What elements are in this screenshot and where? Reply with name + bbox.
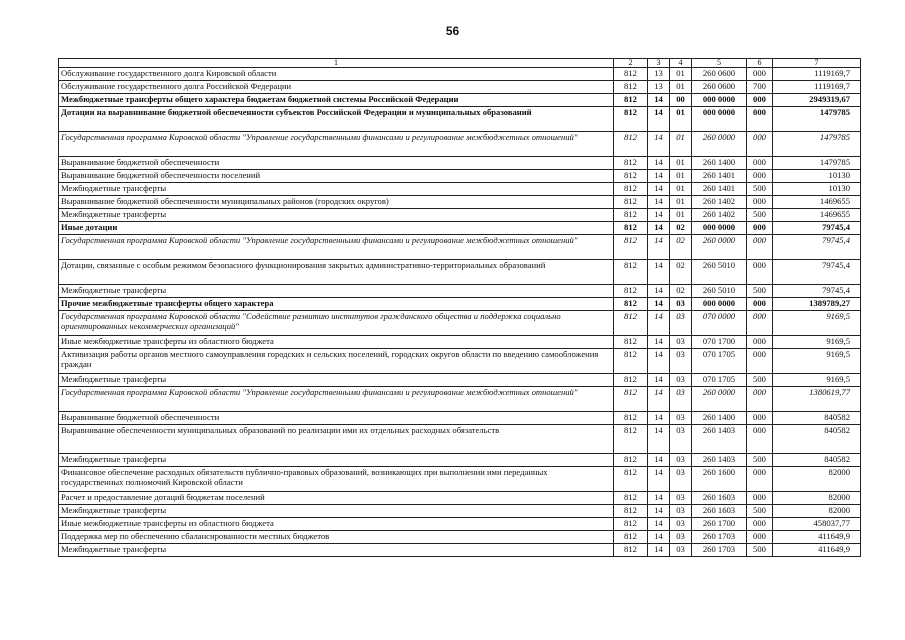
row-code-target: 260 1603	[692, 505, 747, 518]
row-code-subsection: 02	[670, 260, 692, 285]
row-code-section: 14	[648, 222, 670, 235]
table-row	[59, 336, 861, 349]
table-row	[59, 412, 861, 425]
table-row	[59, 260, 861, 285]
table-row	[59, 209, 861, 222]
page-number: 56	[445, 24, 460, 38]
table-row	[59, 467, 861, 492]
row-name: Дотации на выравнивание бюджетной обеспеченности субъектов Российской Федерации и муниципальных образований	[59, 107, 614, 132]
row-code-target: 000 0000	[692, 222, 747, 235]
row-code-expense-type: 000	[747, 531, 773, 544]
row-amount: 82000	[773, 505, 861, 518]
row-code-target: 070 1705	[692, 374, 747, 387]
row-code-department: 812	[614, 298, 648, 311]
row-code-target: 260 1402	[692, 196, 747, 209]
row-code-expense-type: 000	[747, 132, 773, 157]
row-code-target: 260 1401	[692, 183, 747, 196]
table-row	[59, 544, 861, 557]
column-number-6: 6	[747, 59, 773, 68]
row-code-expense-type: 000	[747, 336, 773, 349]
row-amount: 10130	[773, 183, 861, 196]
row-code-target: 070 1700	[692, 336, 747, 349]
row-code-department: 812	[614, 311, 648, 336]
row-code-target: 260 0000	[692, 235, 747, 260]
row-amount: 411649,9	[773, 544, 861, 557]
column-number-2: 2	[614, 59, 648, 68]
table-row	[59, 387, 861, 412]
row-name: Государственная программа Кировской области "Управление государственными финансами и регулирование межбюджетных отношений"	[59, 235, 614, 260]
row-name: Иные межбюджетные трансферты из областного бюджета	[59, 518, 614, 531]
row-amount: 9169,5	[773, 349, 861, 374]
row-code-section: 14	[648, 196, 670, 209]
row-code-section: 14	[648, 492, 670, 505]
row-name: Активизация работы органов местного самоуправления городских и сельских поселений, городских округов области по введению самообложения граждан	[59, 349, 614, 374]
row-code-department: 812	[614, 336, 648, 349]
row-code-subsection: 02	[670, 235, 692, 260]
row-name: Финансовое обеспечение расходных обязательств публично-правовых образований, возникающих при выполнении ими переданных государственных полномочий Кировской области	[59, 467, 614, 492]
row-code-department: 812	[614, 285, 648, 298]
row-code-department: 812	[614, 157, 648, 170]
table-row	[59, 170, 861, 183]
row-code-department: 812	[614, 531, 648, 544]
row-code-target: 260 1703	[692, 544, 747, 557]
row-code-expense-type: 000	[747, 387, 773, 412]
row-amount: 1119169,7	[773, 81, 861, 94]
row-code-subsection: 03	[670, 492, 692, 505]
row-code-target: 260 1600	[692, 467, 747, 492]
row-name: Межбюджетные трансферты	[59, 454, 614, 467]
column-number-7: 7	[773, 59, 861, 68]
row-code-department: 812	[614, 412, 648, 425]
table-row	[59, 68, 861, 81]
row-amount: 411649,9	[773, 531, 861, 544]
row-name: Иные межбюджетные трансферты из областного бюджета	[59, 336, 614, 349]
table-header-row	[59, 59, 861, 68]
row-amount: 10130	[773, 170, 861, 183]
row-code-target: 260 5010	[692, 260, 747, 285]
row-code-department: 812	[614, 349, 648, 374]
row-amount: 840582	[773, 412, 861, 425]
row-code-subsection: 01	[670, 107, 692, 132]
row-code-expense-type: 500	[747, 505, 773, 518]
row-code-expense-type: 000	[747, 157, 773, 170]
row-code-section: 14	[648, 285, 670, 298]
row-name: Иные дотации	[59, 222, 614, 235]
column-number-4: 4	[670, 59, 692, 68]
row-code-subsection: 03	[670, 505, 692, 518]
row-code-section: 14	[648, 505, 670, 518]
column-number-5: 5	[692, 59, 747, 68]
row-amount: 82000	[773, 467, 861, 492]
row-code-subsection: 03	[670, 544, 692, 557]
row-name: Поддержка мер по обеспечению сбалансированности местных бюджетов	[59, 531, 614, 544]
row-code-section: 14	[648, 311, 670, 336]
row-code-target: 260 0000	[692, 387, 747, 412]
row-name: Обслуживание государственного долга Российской Федерации	[59, 81, 614, 94]
row-code-section: 14	[648, 518, 670, 531]
row-code-section: 14	[648, 412, 670, 425]
row-name: Дотации, связанные с особым режимом безопасного функционирования закрытых административно-территориальных образований	[59, 260, 614, 285]
row-code-section: 13	[648, 81, 670, 94]
row-code-section: 14	[648, 235, 670, 260]
row-code-subsection: 03	[670, 387, 692, 412]
row-code-subsection: 02	[670, 285, 692, 298]
row-amount: 1479785	[773, 107, 861, 132]
row-name: Выравнивание бюджетной обеспеченности	[59, 412, 614, 425]
row-amount: 82000	[773, 492, 861, 505]
row-code-target: 260 0600	[692, 81, 747, 94]
row-code-subsection: 01	[670, 132, 692, 157]
row-code-target: 260 1603	[692, 492, 747, 505]
row-code-expense-type: 000	[747, 107, 773, 132]
table-row	[59, 505, 861, 518]
row-code-subsection: 01	[670, 68, 692, 81]
table-row	[59, 183, 861, 196]
row-code-expense-type: 500	[747, 374, 773, 387]
table-row	[59, 235, 861, 260]
row-code-target: 260 0600	[692, 68, 747, 81]
row-amount: 79745,4	[773, 235, 861, 260]
row-code-section: 14	[648, 374, 670, 387]
row-name: Обслуживание государственного долга Кировской области	[59, 68, 614, 81]
row-code-department: 812	[614, 81, 648, 94]
row-name: Межбюджетные трансферты	[59, 374, 614, 387]
row-code-department: 812	[614, 454, 648, 467]
table-row	[59, 222, 861, 235]
row-code-section: 14	[648, 170, 670, 183]
row-code-expense-type: 500	[747, 285, 773, 298]
row-code-subsection: 01	[670, 183, 692, 196]
row-code-subsection: 01	[670, 157, 692, 170]
row-code-section: 14	[648, 531, 670, 544]
row-code-department: 812	[614, 374, 648, 387]
row-code-target: 260 1401	[692, 170, 747, 183]
row-code-section: 14	[648, 132, 670, 157]
row-name: Расчет и предоставление дотаций бюджетам поселений	[59, 492, 614, 505]
row-code-subsection: 03	[670, 374, 692, 387]
row-amount: 840582	[773, 425, 861, 454]
row-code-section: 14	[648, 349, 670, 374]
row-code-expense-type: 000	[747, 68, 773, 81]
row-code-expense-type: 000	[747, 467, 773, 492]
row-code-target: 260 1700	[692, 518, 747, 531]
row-code-expense-type: 000	[747, 260, 773, 285]
row-code-department: 812	[614, 107, 648, 132]
row-name: Межбюджетные трансферты	[59, 183, 614, 196]
row-code-department: 812	[614, 68, 648, 81]
row-code-expense-type: 000	[747, 425, 773, 454]
row-name: Выравнивание обеспеченности муниципальных образований по реализации ими их отдельных расходных обязательств	[59, 425, 614, 454]
row-name: Государственная программа Кировской области "Управление государственными финансами и регулирование межбюджетных отношений"	[59, 132, 614, 157]
row-code-department: 812	[614, 209, 648, 222]
row-code-expense-type: 000	[747, 492, 773, 505]
row-code-expense-type: 500	[747, 544, 773, 557]
row-name: Межбюджетные трансферты	[59, 544, 614, 557]
row-amount: 1479785	[773, 157, 861, 170]
row-name: Межбюджетные трансферты	[59, 209, 614, 222]
row-code-section: 14	[648, 425, 670, 454]
row-code-subsection: 02	[670, 222, 692, 235]
row-code-target: 000 0000	[692, 94, 747, 107]
row-amount: 9169,5	[773, 336, 861, 349]
row-amount: 79745,4	[773, 222, 861, 235]
row-name: Выравнивание бюджетной обеспеченности	[59, 157, 614, 170]
row-code-target: 000 0000	[692, 298, 747, 311]
table-row	[59, 311, 861, 336]
row-name: Межбюджетные трансферты	[59, 285, 614, 298]
row-code-subsection: 03	[670, 311, 692, 336]
row-code-subsection: 01	[670, 170, 692, 183]
row-code-department: 812	[614, 132, 648, 157]
row-code-subsection: 03	[670, 454, 692, 467]
row-code-subsection: 01	[670, 196, 692, 209]
table-row	[59, 518, 861, 531]
row-code-section: 14	[648, 107, 670, 132]
row-code-section: 14	[648, 467, 670, 492]
row-code-department: 812	[614, 387, 648, 412]
row-name: Прочие межбюджетные трансферты общего характера	[59, 298, 614, 311]
row-code-section: 14	[648, 157, 670, 170]
row-amount: 1469655	[773, 209, 861, 222]
row-code-department: 812	[614, 492, 648, 505]
table-row	[59, 285, 861, 298]
row-code-target: 070 1705	[692, 349, 747, 374]
row-code-department: 812	[614, 467, 648, 492]
row-code-department: 812	[614, 544, 648, 557]
row-code-expense-type: 000	[747, 412, 773, 425]
row-code-target: 260 1403	[692, 425, 747, 454]
row-code-target: 260 0000	[692, 132, 747, 157]
row-amount: 1380619,77	[773, 387, 861, 412]
column-number-1: 1	[59, 59, 614, 68]
column-number-3: 3	[648, 59, 670, 68]
row-code-department: 812	[614, 183, 648, 196]
row-code-department: 812	[614, 94, 648, 107]
row-code-subsection: 01	[670, 209, 692, 222]
table-row	[59, 81, 861, 94]
table-row	[59, 492, 861, 505]
table-row	[59, 425, 861, 454]
row-amount: 1389789,27	[773, 298, 861, 311]
row-code-department: 812	[614, 222, 648, 235]
table-row	[59, 132, 861, 157]
table-row	[59, 349, 861, 374]
row-code-target: 000 0000	[692, 107, 747, 132]
row-code-subsection: 03	[670, 467, 692, 492]
row-name: Выравнивание бюджетной обеспеченности поселений	[59, 170, 614, 183]
row-code-department: 812	[614, 518, 648, 531]
row-code-department: 812	[614, 260, 648, 285]
table-row	[59, 107, 861, 132]
row-code-target: 260 1400	[692, 157, 747, 170]
row-code-section: 14	[648, 387, 670, 412]
table-row	[59, 531, 861, 544]
row-code-target: 260 1400	[692, 412, 747, 425]
row-amount: 1479785	[773, 132, 861, 157]
table-row	[59, 157, 861, 170]
table-row	[59, 196, 861, 209]
row-code-section: 14	[648, 183, 670, 196]
row-code-section: 14	[648, 94, 670, 107]
row-code-expense-type: 500	[747, 209, 773, 222]
row-code-target: 260 1703	[692, 531, 747, 544]
row-code-subsection: 03	[670, 336, 692, 349]
row-name: Государственная программа Кировской области "Содействие развитию институтов гражданского общества и поддержка социально ориентированных некоммерческих организаций"	[59, 311, 614, 336]
row-code-section: 14	[648, 209, 670, 222]
row-code-target: 260 1403	[692, 454, 747, 467]
row-code-subsection: 03	[670, 349, 692, 374]
row-code-expense-type: 500	[747, 183, 773, 196]
row-code-expense-type: 000	[747, 298, 773, 311]
row-code-section: 14	[648, 298, 670, 311]
row-code-department: 812	[614, 235, 648, 260]
row-code-expense-type: 500	[747, 454, 773, 467]
row-code-expense-type: 000	[747, 349, 773, 374]
row-code-department: 812	[614, 425, 648, 454]
row-code-section: 13	[648, 68, 670, 81]
row-amount: 79745,4	[773, 260, 861, 285]
row-code-subsection: 01	[670, 81, 692, 94]
row-code-section: 14	[648, 454, 670, 467]
row-code-expense-type: 700	[747, 81, 773, 94]
row-amount: 458037,77	[773, 518, 861, 531]
row-name: Выравнивание бюджетной обеспеченности муниципальных районов (городских округов)	[59, 196, 614, 209]
row-amount: 2949319,67	[773, 94, 861, 107]
row-code-department: 812	[614, 170, 648, 183]
table-row	[59, 94, 861, 107]
row-code-subsection: 03	[670, 412, 692, 425]
row-code-department: 812	[614, 196, 648, 209]
row-code-expense-type: 000	[747, 94, 773, 107]
row-code-expense-type: 000	[747, 518, 773, 531]
budget-table	[58, 58, 861, 557]
row-code-section: 14	[648, 544, 670, 557]
table-row	[59, 298, 861, 311]
table-row	[59, 374, 861, 387]
row-code-target: 070 0000	[692, 311, 747, 336]
row-code-target: 260 1402	[692, 209, 747, 222]
row-code-expense-type: 000	[747, 196, 773, 209]
row-name: Межбюджетные трансферты общего характера бюджетам бюджетной системы Российской Федерации	[59, 94, 614, 107]
row-name: Межбюджетные трансферты	[59, 505, 614, 518]
row-code-expense-type: 000	[747, 235, 773, 260]
row-amount: 1469655	[773, 196, 861, 209]
row-code-section: 14	[648, 336, 670, 349]
row-amount: 79745,4	[773, 285, 861, 298]
table-row	[59, 454, 861, 467]
row-amount: 9169,5	[773, 311, 861, 336]
row-code-subsection: 03	[670, 531, 692, 544]
row-code-subsection: 00	[670, 94, 692, 107]
row-name: Государственная программа Кировской области "Управление государственными финансами и регулирование межбюджетных отношений"	[59, 387, 614, 412]
row-code-department: 812	[614, 505, 648, 518]
row-code-expense-type: 000	[747, 222, 773, 235]
row-code-expense-type: 000	[747, 170, 773, 183]
row-code-subsection: 03	[670, 518, 692, 531]
row-code-target: 260 5010	[692, 285, 747, 298]
row-amount: 1119169,7	[773, 68, 861, 81]
row-code-subsection: 03	[670, 425, 692, 454]
row-code-expense-type: 000	[747, 311, 773, 336]
row-code-section: 14	[648, 260, 670, 285]
row-code-subsection: 03	[670, 298, 692, 311]
row-amount: 840582	[773, 454, 861, 467]
row-amount: 9169,5	[773, 374, 861, 387]
